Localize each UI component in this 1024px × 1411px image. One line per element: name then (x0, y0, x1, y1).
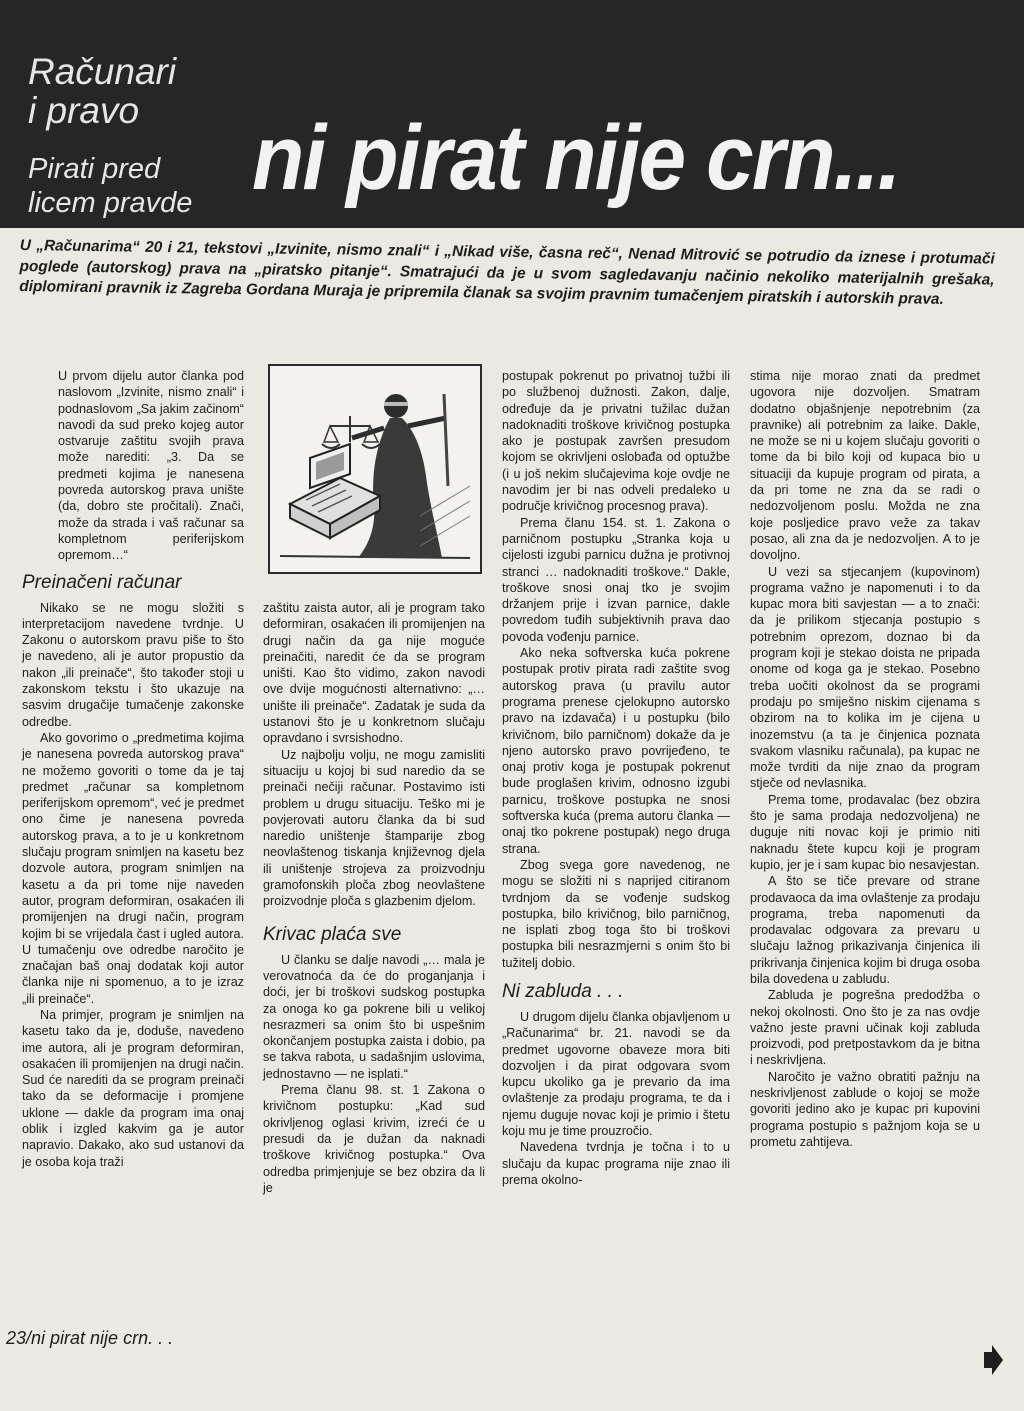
paragraph: Ako neka softverska kuća pokrene postupak protiv pirata radi zaštite svog autorskog prava (u pravilu autor programa prenese cjelokupno autorsko pravo na izdavača) i u postupku (bilo krivičnom, bilo parničnom) dokaže da je njeno autorsko pravo povrijeđeno, te onaj protiv koga je postupak pokrenut bude proglašen krivim, odnosno izgubi parnicu, troškove postupka ne snosi softverska kuća (prema autoru članka — onaj tko pokrene postupak) nego druga strana. (502, 646, 730, 856)
headline: ni pirat nije crn... (252, 107, 900, 209)
paragraph: U članku se dalje navodi „… mala je verovatnoća da će do proganjanja i doći, jer bi troškovi sudskog postupka za onoga ko ga pokrene bili u velikoj nesrazmeri sa onim što bi uspešnim okončanjem postupka zaista i dobio, pa se takva rabota, u sadašnjim uslovima, jednostavno — ne isplati.“ (263, 952, 485, 1081)
subheading-ni-zabluda: Ni zabluda . . . (502, 980, 624, 1002)
column-2 (263, 600, 485, 1196)
subheading-preinaceni-racunar: Preinačeni računar (22, 571, 182, 593)
paragraph: Ako govorimo o „predmetima kojima je nanesena povreda autorskog prava“ ne možemo govoriti o tome da je taj predmet „računar sa kompletnom periferijskom opremom“, već je predmet ono čime je nanesena povreda autorskog prava, a to je u konkretnom slučaju program snimljen na kasetu bez dozvole autora, program snimljen na kasetu a da pri tome nije naveden autor, program deformiran, osakaćen ili promijenjen na drugi način, program kojim bi se vrijedala čast i ugled autora. U tumačenju ove odredbe naročito je značajan baš onaj dodatak koji autor članka nije ni spomenuo, a to je izraz „ili preinače“. (22, 730, 244, 1006)
paragraph: Zabluda je pogrešna predodžba o nekoj okolnosti. Ono što je za nas ovdje važno jeste pravni učinak koji zabluda proizvodi, pod pretpostavkom da je bitna i neskrivljena. (750, 988, 980, 1068)
subtitle-line2: licem pravde (28, 187, 193, 219)
subheading-krivac-placa-sve: Krivac plaća sve (263, 923, 402, 945)
column-4 (750, 368, 980, 1150)
column-3 (502, 368, 730, 1188)
paragraph: Prema članu 98. st. 1 Zakona o krivičnom postupku: „Kad sud okrivljenog oglasi krivim, izreći će u presudi da je dužan da naknadi troškove krivičnog postupka.“ Ova odredba primjenjuje se bez obzira da li je (263, 1083, 485, 1195)
justice-computer-illustration (268, 364, 482, 574)
paragraph: U drugom dijelu članka objavljenom u „Računarima“ br. 21. navodi se da predmet ugovorne obaveze mora biti dozvoljen i da pirat odgovara svom kupcu ukoliko ga je prevario da ima ovlaštenje za prodaju programa, te da i njemu duguje novac koji je primio i štetu koju mu je time prouzročio. (502, 1009, 730, 1139)
section-title-line1: Računari (28, 51, 177, 92)
header-banner (0, 0, 1024, 228)
paragraph: postupak pokrenut po privatnoj tužbi ili po službenoj dužnosti. Zakon, dalje, određuje da je privatni tužilac dužan nadoknaditi troškove krivičnog postupka ako je postupak završen presudom kojom se okrivljeni oslobađa od optužbe (i u još nekim slučajevima koje ovdje ne navodim jer bi nas odveli predaleko u područje krivičnog procesnog prava). (502, 369, 730, 514)
continue-arrow-icon (982, 1344, 1004, 1381)
paragraph: Zbog svega gore navedenog, ne mogu se složiti ni s naprijed citiranom tvrdnjom da se vođenje sudskog postupka, bilo krivičnog, bilo parničnog, ne isplati zbog toga što bi troškovi postupka bili nesrazmjerni s onim što bi tužitelj dobio. (502, 857, 730, 970)
subtitle (28, 152, 192, 220)
paragraph: U vezi sa stjecanjem (kupovinom) programa važno je napomenuti i to da kupac mora biti savjestan — a to znači: da je prilikom stjecanja postupio s potrebnim oprezom, doznao bi da program koji je stekao doista ne pripada onome od koga ga je stekao. Posebno treba uočiti okolnost da se programi prodaju po smiješno niskim cijenama s obzirom na to kolika im je cijena u inozemstvu (a ta je činjenica poznata svakom vlasniku računala), pa kupac ne može tvrditi da nije znao da program stječe od nevlasnika. (750, 564, 980, 791)
paragraph: Na primjer, program je snimljen na kasetu tako da je, doduše, navedeno ime autora, ali je program deformiran, osakaćen ili promijenjen na drugi način. Sud će narediti da se program preinači tako da se deformacije i promjene uklone — dakle da program ima onaj oblik i izgled kakvim ga je autor napravio. Dakako, ako sud ustanovi da je osoba koja traži (22, 1007, 244, 1169)
paragraph: zaštitu zaista autor, ali je program tako deformiran, osakaćen ili promijenjen na drugi način da ga nije moguće preinačiti, naredit će da se program uništi. Kao što vidimo, zakon navodi ove dvije mogućnosti alternativno: „… unište ili preinače“. Zadatak je suda da ustanovi što je u konkretnom slučaju opravdano i svrsishodno. (263, 601, 485, 746)
paragraph: Navedena tvrdnja je točna i to u slučaju da kupac programa nije znao ili prema okolno- (502, 1140, 730, 1187)
paragraph: Naročito je važno obratiti pažnju na neskrivljenost zablude o kojoj se može govoriti jedino ako je kupac pri kupovini programa postupio s pažnjom koja se u prometu zahtijeva. (750, 1069, 980, 1149)
intro-paragraph: U prvom dijelu autor članka pod naslovom „Izvinite, nismo znali“ i podnaslovom „Sa jakim začinom“ navodi da sud preko kojeg autor ostvaruje zaštitu svojih prava može narediti: „3. Da se predmeti kojima je nanesena povreda autorskog prava unište (da, dobro ste pročitali). Znači, može da strada i vaš računar sa kompletnom periferijskom opremom…“ (58, 369, 244, 563)
paragraph: Uz najbolju volju, ne mogu zamisliti situaciju u kojoj bi sud naredio da se preinači nečiji računar. Postavimo isti problem u drugu situaciju. Teško mi je povjerovati autoru članka da bi sud naredio uništenje štamparije zbog neovlaštenog tiskanja književnog djela ili uništenje strojeva za proizvodnju gramofonskih ploča zbog neovlaštene proizvodnje ploča s glazbenim djelom. (263, 747, 485, 909)
lead-paragraph: U „Računarima“ 20 i 21, tekstovi „Izvinite, nismo znali“ i „Nikad više, časna reč“, Nenad Mitrović se potrudio da iznese i protumači poglede (autorskog) prava na „piratsko pitanje“. Smatrajući da je u svom sagledavanju načinio nekoliko materijalnih grešaka, diplomirani pravnik iz Zagreba Gordana Muraja je pripremila članak sa svojim pravnim tumačenjem piratskih i autorskih prava. (19, 236, 995, 308)
continuation-note: 23/ni pirat nije crn. . . (6, 1328, 174, 1348)
section-title (28, 52, 176, 130)
column-1 (22, 368, 244, 1170)
paragraph: Prema članu 154. st. 1. Zakona o parničnom postupku „Stranka koja u cijelosti izgubi parnicu dužna je protivnoj stranci … nadoknaditi troškove.“ Dakle, troškove snosi onaj tko je svojim držanjem prije i izvan parnice, dakle povredom tuđih subjektivnih prava dao povoda vođenju parnice. (502, 515, 730, 644)
paragraph: Nikako se ne mogu složiti s interpretacijom navedene tvrdnje. U Zakonu o autorskom pravu piše to što je navedeno, ali je autor propustio da nakon „ili preinače“, što također stoji u zakonskom tekstu i što ukazuje na sasvim drugačije tumačenje zakonske odredbe. (22, 600, 244, 729)
paragraph: stima nije morao znati da predmet ugovora nije dozvoljen. Smatram dodatno objašnjenje nepotrebnim (za pravnike) ali potrebnim za laike. Dakle, ne može se ni u kojem slučaju govoriti o tome da bi bilo koji od kupaca bio u situaciji da kupuje program od pirata, a da pri tome ne zna da se radi o nedozvoljenom poslu. Možda ne zna koje posljedice pravo veže za takav posao, ali zna da je nedozvoljen. A to je dovoljno. (750, 369, 980, 563)
paragraph: Prema tome, prodavalac (bez obzira što je sama prodaja nedozvoljena) ne duguje niti novac koji je primio niti naknadu štete kupcu koji je program kupio, jer je i sam kupac bio nesavjestan. (750, 792, 980, 872)
subtitle-line1: Pirati pred (28, 153, 161, 185)
lady-justice-icon (270, 366, 480, 572)
section-title-line2: i pravo (28, 90, 140, 131)
paragraph: A što se tiče prevare od strane prodavaoca da ima ovlaštenje za prodaju programa, treba napomenuti da prodavalac odgovara za prevaru u slučaju lažnog prikazivanja činjenica ili prikrivanja činjenica kojim bi druga osoba bila dovedena u zabludu. (750, 874, 980, 986)
